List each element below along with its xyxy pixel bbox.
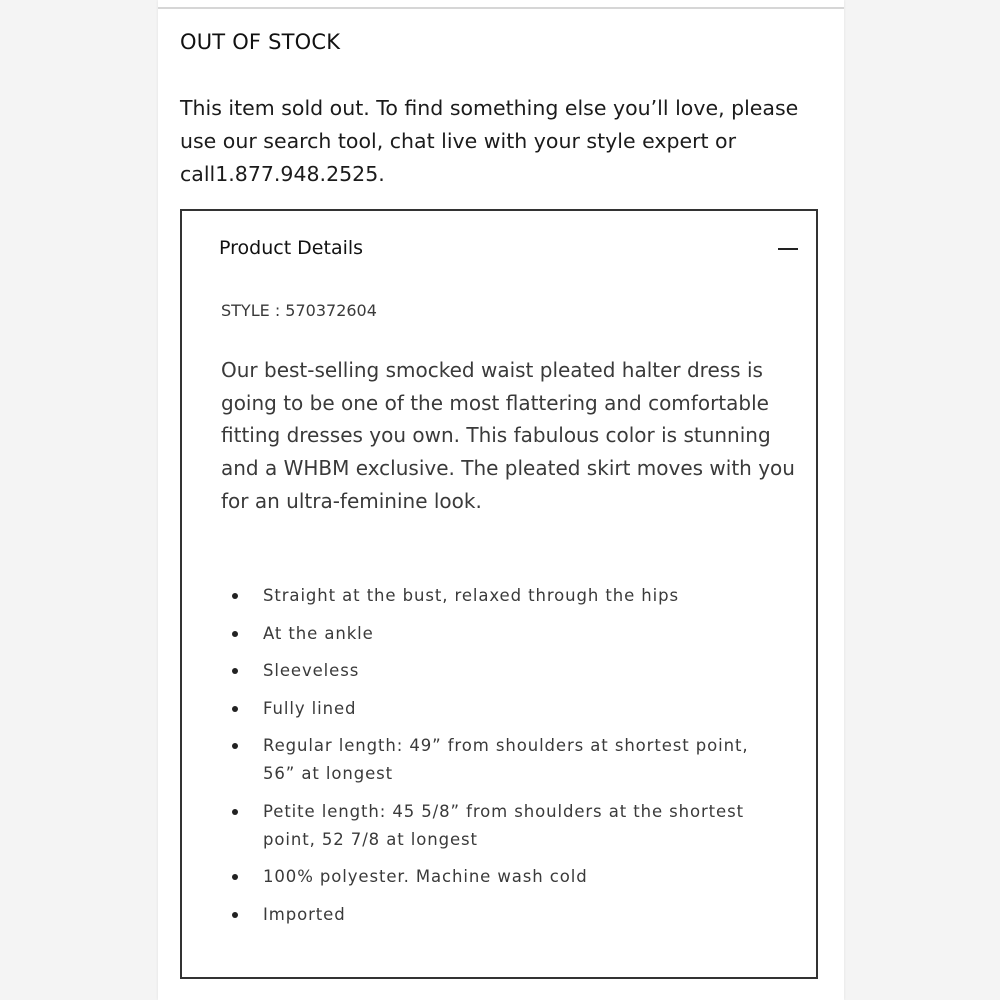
collapse-button[interactable] — [772, 233, 804, 265]
product-description: Our best-selling smocked waist pleated halter dress is going to be one of the most flattering and comfortable fitting dresses you own. This fabulous color is stunning and a WHBM exclusive. The pleated skirt moves with you for an ultra-feminine look. — [221, 358, 795, 513]
feature-text: Regular length: 49” from shoulders at shortest point, 56” at longest — [263, 736, 749, 783]
bullet-icon — [232, 743, 238, 749]
feature-text: At the ankle — [263, 623, 374, 643]
feature-item — [221, 798, 781, 854]
feature-item — [221, 695, 781, 723]
feature-item — [221, 620, 781, 648]
feature-text: Fully lined — [263, 698, 357, 718]
feature-item — [221, 901, 781, 929]
minus-icon — [778, 248, 798, 250]
bullet-icon — [232, 912, 238, 918]
bullet-icon — [232, 706, 238, 712]
sold-out-message: This item sold out. To find something else you’ll love, please use our search tool, chat live with your style expert or call1.877.948.2525. — [180, 96, 799, 186]
product-details-panel — [180, 209, 818, 979]
feature-text: Petite length: 45 5/8” from shoulders at the shortest point, 52 7/8 at longest — [263, 801, 744, 849]
top-divider — [158, 7, 844, 9]
feature-text: Sleeveless — [263, 661, 360, 680]
feature-item — [221, 732, 781, 788]
bullet-icon — [232, 874, 238, 880]
product-details-title[interactable]: Product Details — [219, 237, 364, 259]
feature-item — [221, 863, 781, 891]
feature-item — [221, 657, 781, 685]
bullet-icon — [232, 631, 238, 637]
style-number: STYLE : 570372604 — [221, 301, 377, 320]
product-page-content — [158, 0, 844, 1000]
feature-list — [221, 582, 781, 938]
bullet-icon — [232, 593, 238, 599]
out-of-stock-heading: OUT OF STOCK — [180, 30, 341, 54]
feature-text: 100% polyester. Machine wash cold — [263, 867, 588, 886]
feature-text: Straight at the bust, relaxed through the hips — [263, 586, 680, 605]
feature-text: Imported — [263, 904, 346, 924]
bullet-icon — [232, 668, 238, 674]
feature-item — [221, 582, 781, 610]
bullet-icon — [232, 809, 238, 815]
